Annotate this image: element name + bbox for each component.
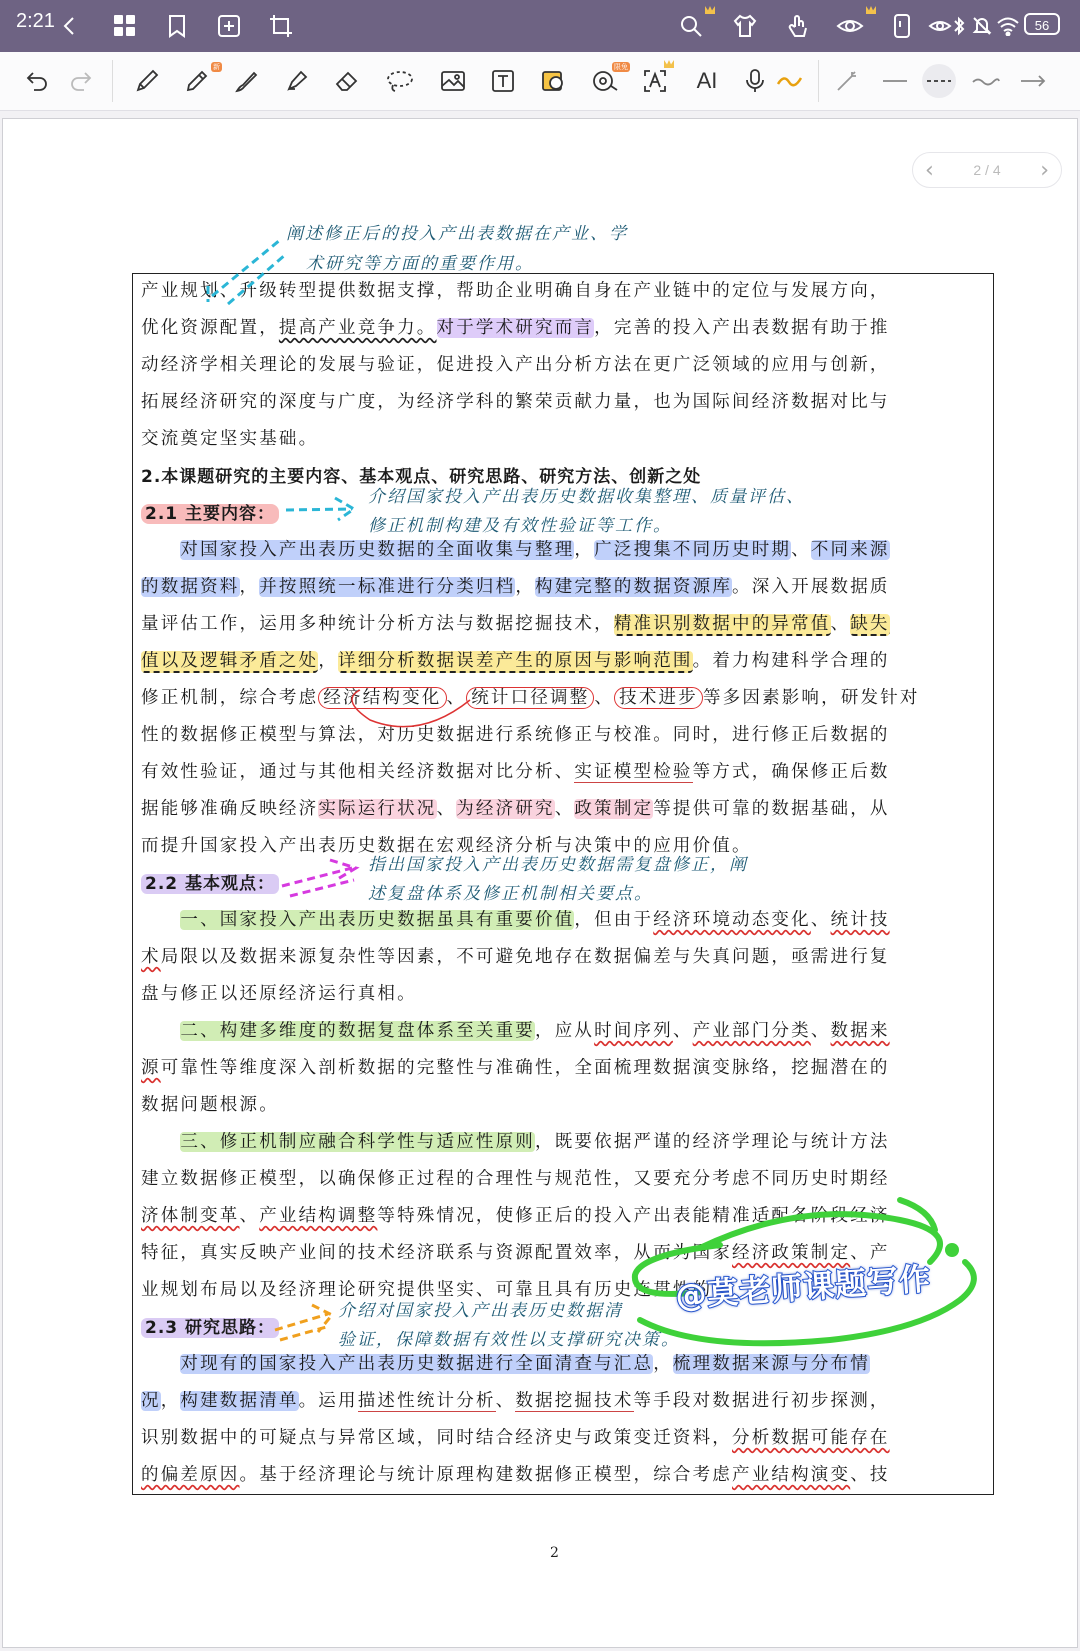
text-line: 二、构建多维度的数据复盘体系至关重要，应从时间序列、产业部门分类、数据来 (180, 1021, 890, 1041)
handwritten-note-1a: 阐述修正后的投入产出表数据在产业、学 (286, 224, 628, 244)
tablet-icon[interactable] (892, 12, 912, 40)
watermark-logo: @莫老师课题写作 (674, 1261, 933, 1315)
wifi-icon (996, 12, 1020, 40)
eraser-icon[interactable] (332, 66, 362, 96)
handwritten-note-2b: 修正机制构建及有效性验证等工作。 (368, 516, 672, 536)
text-line: 性的数据修正模型与算法，对历史数据进行系统修正与校准。同时，进行修正后数据的 (141, 725, 890, 745)
eye-icon[interactable] (836, 12, 864, 40)
ai-icon[interactable]: AI (696, 68, 718, 93)
shirt-icon[interactable] (732, 12, 758, 40)
text-line: 识别数据中的可疑点与异常区域，同时结合经济史与政策变迁资料，分析数据可能存在 (141, 1428, 890, 1448)
text-line: 而提升国家投入产出表历史数据在宏观经济分析与决策中的应用价值。 (141, 836, 752, 856)
mute-icon (972, 12, 992, 40)
back-chevron-icon[interactable] (62, 12, 76, 40)
pencil-icon[interactable] (182, 63, 220, 96)
pencil-badge: 新 (213, 63, 220, 71)
curve-pen-icon[interactable] (775, 66, 805, 96)
section-heading-2: 2.本课题研究的主要内容、基本观点、研究思路、研究方法、创新之处 (141, 467, 702, 487)
text-line: 术局限以及数据来源复杂性等因素，不可避免地存在数据偏差与失真问题，亟需进行复 (141, 947, 890, 967)
text-line: 动经济学相关理论的发展与验证，促进投入产出分析方法在更广泛领域的应用与创新， (141, 355, 890, 375)
tape-icon[interactable] (590, 63, 628, 96)
drawing-toolbar (0, 52, 1080, 111)
redo-icon[interactable] (66, 66, 96, 96)
text-line: 济体制变革、产业结构调整等特殊情况，使修正后的投入产出表能精准适配各阶段经济 (141, 1206, 890, 1226)
text-line: 据能够准确反映经济实际运行状况、为经济研究、政策制定等提供可靠的数据基础，从 (141, 799, 890, 819)
text-line: 产业规划、升级转型提供数据支撑，帮助企业明确自身在产业链中的定位与发展方向， (141, 281, 890, 301)
text-line: 值以及逻辑矛盾之处，详细分析数据误差产生的原因与影响范围。着力构建科学合理的 (141, 651, 890, 671)
handwritten-note-4b: 验证，保障数据有效性以支撑研究决策。 (338, 1330, 680, 1350)
prev-page-button[interactable]: ‹ (925, 157, 934, 183)
status-bar (0, 0, 1080, 52)
crop-icon[interactable] (268, 12, 294, 40)
text-line: 优化资源配置，提高产业竞争力。对于学术研究而言，完善的投入产出表数据有助于推 (141, 318, 890, 338)
mic-icon[interactable] (740, 66, 770, 96)
text-line: 修正机制，综合考虑 经济结构变化 、 统计口径调整 、 技术进步 等多因素影响，研发针对 (141, 688, 920, 708)
touch-icon[interactable] (785, 12, 811, 40)
bookmark-icon[interactable] (166, 12, 188, 40)
text-line: 拓展经济研究的深度与广度，为经济学科的繁荣贡献力量，也为国际间经济数据对比与 (141, 392, 890, 412)
text-line: 量评估工作，运用多种统计分析方法与数据挖掘技术，精准识别数据中的异常值、缺失 (141, 614, 890, 634)
text-line: 三、修正机制应融合科学性与适应性原则，既要依据严谨的经济学理论与统计方法 (180, 1132, 890, 1152)
page-indicator: 2 / 4 (973, 162, 1001, 178)
shape-icon[interactable] (538, 66, 568, 96)
text-line: 况，构建数据清单。运用描述性统计分析、数据挖掘技术等手段对数据进行初步探测， (141, 1391, 890, 1411)
clock: 2:21 (16, 10, 55, 32)
text-line: 一、国家投入产出表历史数据虽具有重要价值，但由于经济环境动态变化、统计技 (180, 910, 890, 930)
text-icon[interactable] (488, 66, 518, 96)
tape-badge: 限免 (614, 63, 628, 71)
line-solid[interactable] (880, 66, 910, 96)
text-line: 交流奠定坚实基础。 (141, 429, 319, 449)
text-line: 有效性验证，通过与其他相关经济数据对比分析、实证模型检验等方式，确保修正后数 (141, 762, 890, 782)
bluetooth-icon (952, 12, 966, 40)
text-line: 特征，真实反映产业间的技术经济联系与资源配置效率，从而为国家经济政策制定、产 (141, 1243, 890, 1263)
line-wave[interactable] (970, 66, 1000, 96)
eye-comfort-icon (928, 12, 952, 40)
text-line: 对国家投入产出表历史数据的全面收集与整理，广泛搜集不同历史时期、不同来源 (180, 540, 890, 560)
laser-pointer-icon[interactable] (832, 66, 862, 96)
text-line: 源可靠性等维度深入剖析数据的完整性与准确性，全面梳理数据演变脉络，挖掘潜在的 (141, 1058, 890, 1078)
subsection-heading-2-3: 2.3 研究思路： (141, 1313, 987, 1338)
subsection-heading-2-2: 2.2 基本观点： (141, 869, 987, 894)
text-line: 的偏差原因。基于经济理论与统计原理构建数据修正模型，综合考虑产业结构演变、技 (141, 1465, 890, 1485)
undo-icon[interactable] (22, 66, 52, 96)
line-dashed[interactable] (922, 64, 956, 98)
next-page-button[interactable]: › (1040, 157, 1049, 183)
subsection-heading-2-1: 2.1 主要内容： (141, 499, 987, 524)
image-icon[interactable] (438, 66, 468, 96)
lasso-icon[interactable] (385, 66, 415, 96)
page-number: 2 (550, 1545, 559, 1561)
battery-indicator: 56 (1024, 13, 1060, 35)
handwritten-note-1b: 术研究等方面的重要作用。 (306, 254, 534, 274)
handwritten-note-3b: 述复盘体系及修正机制相关要点。 (368, 884, 653, 904)
grid-icon[interactable] (112, 12, 138, 40)
ocr-icon[interactable] (640, 66, 670, 96)
text-line: 的数据资料，并按照统一标准进行分类归档，构建完整的数据资源库。深入开展数据质 (141, 577, 890, 597)
add-page-icon[interactable] (216, 12, 242, 40)
search-icon[interactable] (678, 12, 704, 40)
brush-icon[interactable] (232, 66, 262, 96)
text-line: 建立数据修正模型，以确保修正过程的合理性与规范性，又要充分考虑不同历史时期经 (141, 1169, 890, 1189)
text-line: 盘与修正以还原经济运行真相。 (141, 984, 417, 1004)
crown-icon-2 (866, 6, 876, 14)
highlighter-icon[interactable] (282, 66, 312, 96)
text-line: 数据问题根源。 (141, 1095, 279, 1115)
crown-icon (705, 6, 715, 14)
page-navigator (912, 152, 1062, 188)
pen-icon[interactable] (132, 66, 162, 96)
handwritten-note-3a: 指出国家投入产出表历史数据需复盘修正，阐 (368, 855, 748, 875)
text-line: 业规划布局以及经济理论研究提供坚实、可靠且具有历史连贯性的 (141, 1280, 713, 1300)
text-line: 对现有的国家投入产出表历史数据进行全面清查与汇总，梳理数据来源与分布情 (180, 1354, 870, 1374)
handwritten-note-2a: 介绍国家投入产出表历史数据收集整理、质量评估、 (368, 487, 805, 507)
handwritten-note-4a: 介绍对国家投入产出表历史数据清 (338, 1301, 623, 1321)
arrow-line[interactable] (1018, 66, 1048, 96)
